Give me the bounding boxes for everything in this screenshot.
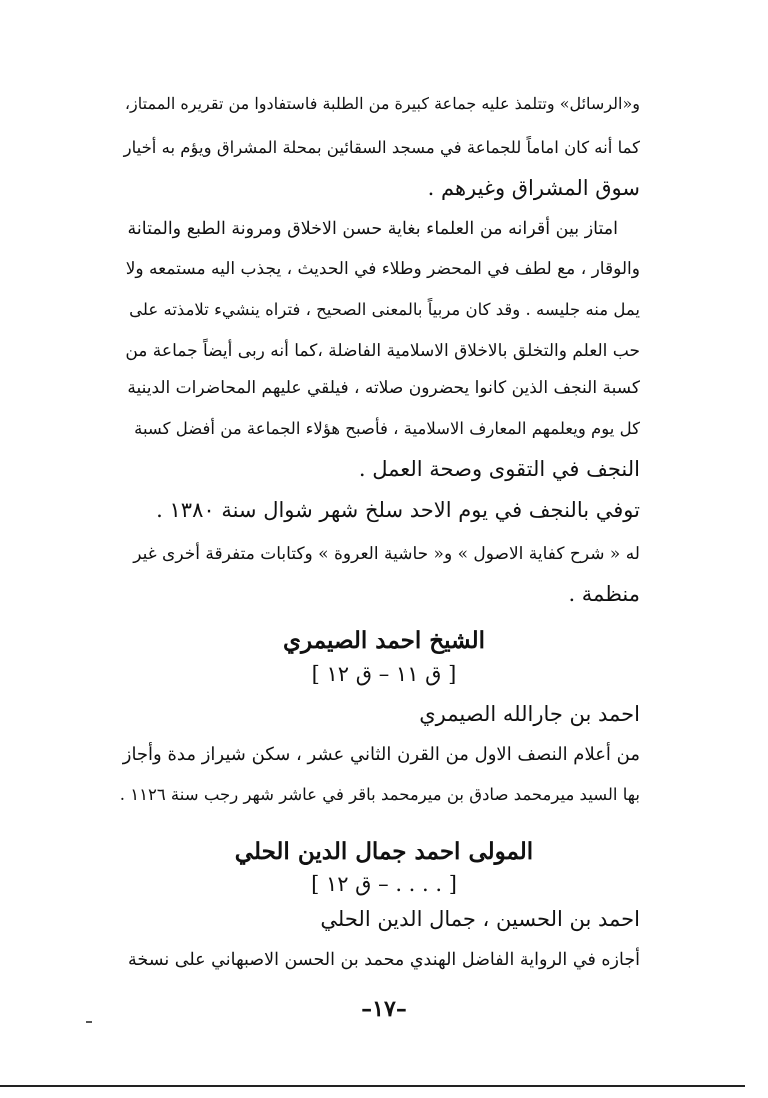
text-line: كل يوم ويعلمهم المعارف الاسلامية ، فأصبح هؤلاء الجماعة من أفضل كسبة bbox=[134, 419, 640, 438]
text-line: كما أنه كان اماماً للجماعة في مسجد السقائين بمحلة المشراق ويؤم به أخيار bbox=[123, 138, 640, 157]
text-line: امتاز بين أقرانه من العلماء بغاية حسن الاخلاق ومرونة الطبع والمتانة bbox=[127, 219, 618, 239]
text-line: والوقار ، مع لطف في المحضر وطلاء في الحديث ، يجذب اليه مستمعه ولا bbox=[125, 259, 640, 279]
text-line: منظمة . bbox=[568, 582, 640, 606]
text-line: كسبة النجف الذين كانوا يحضرون صلاته ، فيلقي عليهم المحاضرات الدينية bbox=[127, 378, 640, 398]
scan-speck bbox=[86, 1021, 92, 1023]
bottom-rule bbox=[0, 1085, 745, 1087]
entry-date-range: [ ق ١١ – ق ١٢ ] bbox=[311, 662, 457, 686]
text-line: حب العلم والتخلق بالاخلاق الاسلامية الفاضلة ،كما أنه ربى أيضاً جماعة من bbox=[125, 341, 640, 361]
text-line: أجازه في الرواية الفاضل الهندي محمد بن الحسن الاصبهاني على نسخة bbox=[128, 950, 640, 970]
text-line: احمد بن الحسين ، جمال الدين الحلي bbox=[320, 907, 640, 931]
entry-heading: الشيخ احمد الصيمري bbox=[283, 627, 485, 654]
text-line: و«الرسائل» وتتلمذ عليه جماعة كبيرة من الطلبة فاستفادوا من تقريره الممتاز، bbox=[124, 94, 640, 113]
entry-date-range: [ . . . . – ق ١٢ ] bbox=[311, 872, 457, 896]
page-number: –١٧– bbox=[361, 996, 407, 1022]
text-line: سوق المشراق وغيرهم . bbox=[427, 176, 640, 200]
text-line: بها السيد ميرمحمد صادق بن ميرمحمد باقر في عاشر شهر رجب سنة ١١٢٦ . bbox=[119, 785, 640, 804]
text-line: احمد بن جارالله الصيمري bbox=[419, 702, 640, 726]
text-line: يمل منه جليسه . وقد كان مربياً بالمعنى الصحيح ، فتراه ينشيء تلامذته على bbox=[129, 300, 640, 319]
text-line: توفي بالنجف في يوم الاحد سلخ شهر شوال سنة ١٣٨٠ . bbox=[156, 498, 640, 522]
text-line: من أعلام النصف الاول من القرن الثاني عشر ، سكن شيراز مدة وأجاز bbox=[122, 744, 640, 765]
entry-heading: المولى احمد جمال الدين الحلي bbox=[234, 838, 534, 865]
text-line: له « شرح كفاية الاصول » و« حاشية العروة » وكتابات متفرقة أخرى غير bbox=[133, 544, 640, 564]
text-line: النجف في التقوى وصحة العمل . bbox=[358, 457, 640, 481]
